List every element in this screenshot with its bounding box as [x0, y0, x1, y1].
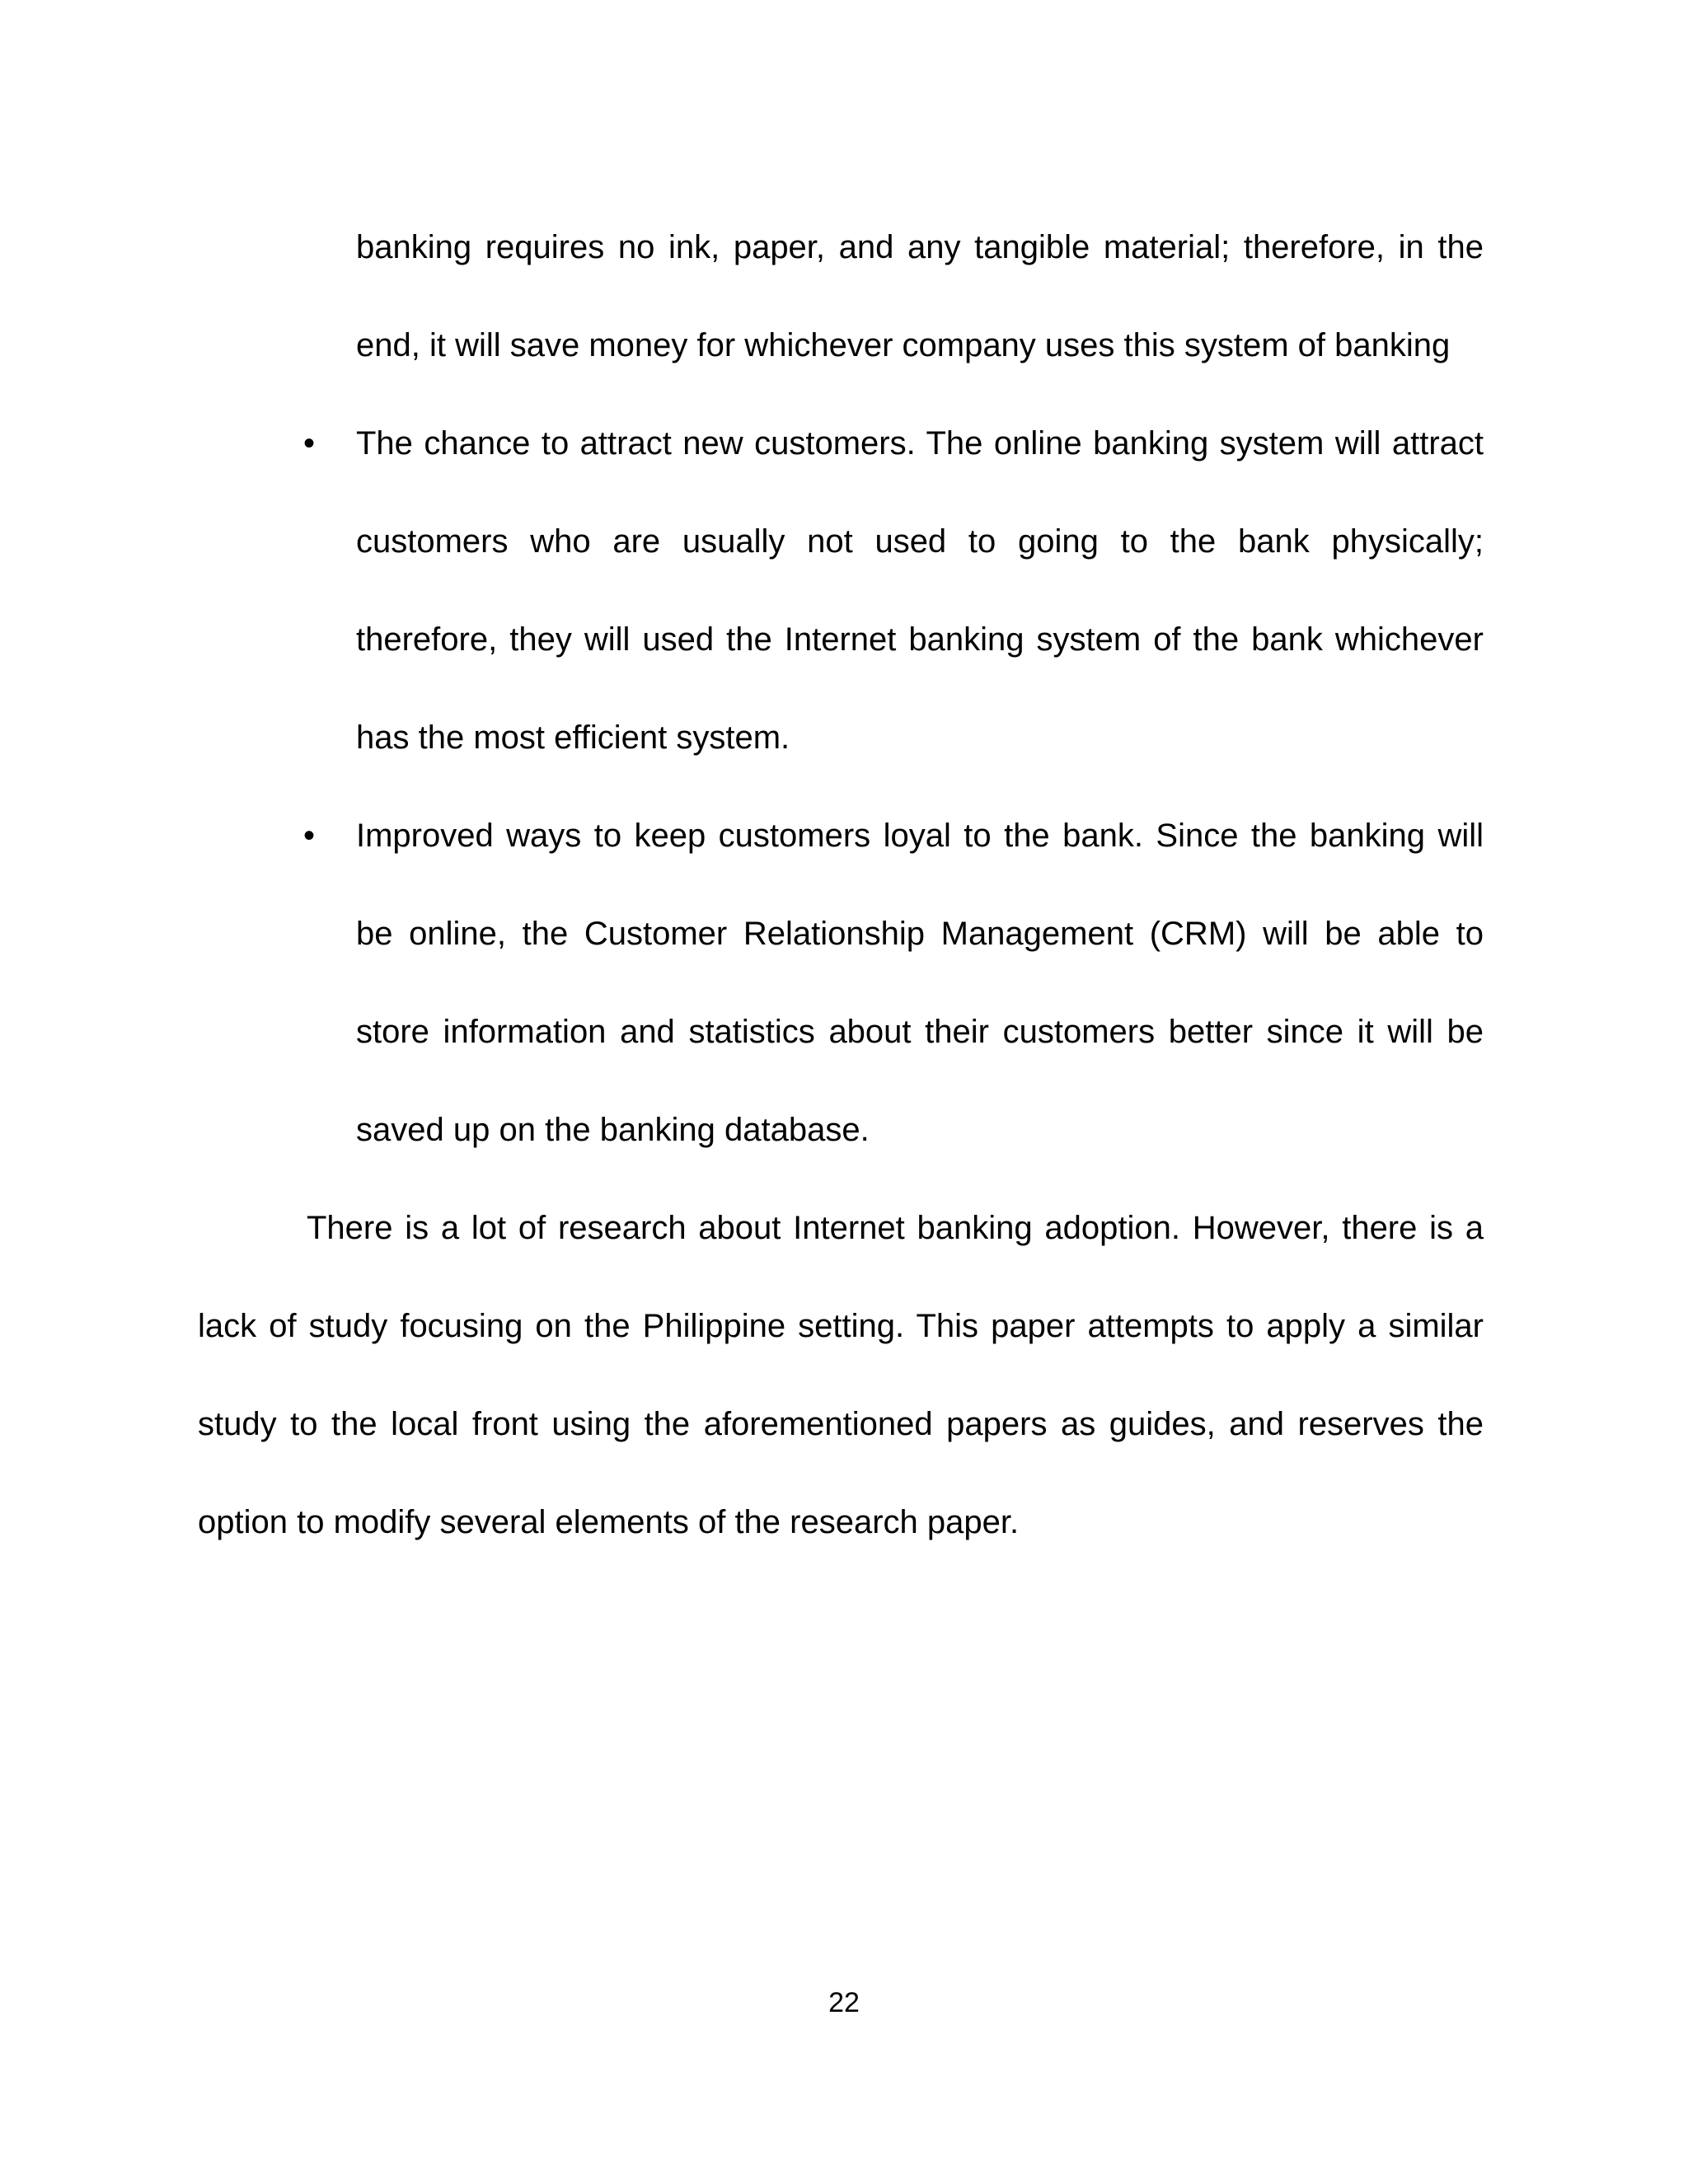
bullet-line: customers who are usually not used to going to the bank physically; [356, 523, 1484, 560]
paragraph-line: There is a lot of research about Internet banking adoption. However, there is a [307, 1210, 1484, 1246]
bullet-line: saved up on the banking database. [356, 1112, 870, 1148]
bullet-marker: • [303, 818, 316, 854]
continuation-line: banking requires no ink, paper, and any tangible material; therefore, in the [356, 229, 1484, 265]
page-number: 22 [828, 1987, 860, 2018]
bullet-line: has the most efficient system. [356, 719, 790, 756]
bullet-line: The chance to attract new customers. The online banking system will attract [356, 425, 1484, 462]
bullet-line: therefore, they will used the Internet banking system of the bank whichever [356, 621, 1484, 658]
bullet-line: be online, the Customer Relationship Management (CRM) will be able to [356, 916, 1484, 952]
bullet-line: Improved ways to keep customers loyal to the bank. Since the banking will [356, 818, 1484, 854]
bullet-marker: • [303, 425, 316, 462]
continuation-line: end, it will save money for whichever company uses this system of banking [356, 327, 1451, 363]
paragraph-line: option to modify several elements of the research paper. [198, 1504, 1020, 1540]
paragraph-line: study to the local front using the aforementioned papers as guides, and reserves the [198, 1406, 1484, 1442]
paragraph-line: lack of study focusing on the Philippine setting. This paper attempts to apply a similar [198, 1308, 1484, 1344]
bullet-line: store information and statistics about their customers better since it will be [356, 1014, 1484, 1050]
